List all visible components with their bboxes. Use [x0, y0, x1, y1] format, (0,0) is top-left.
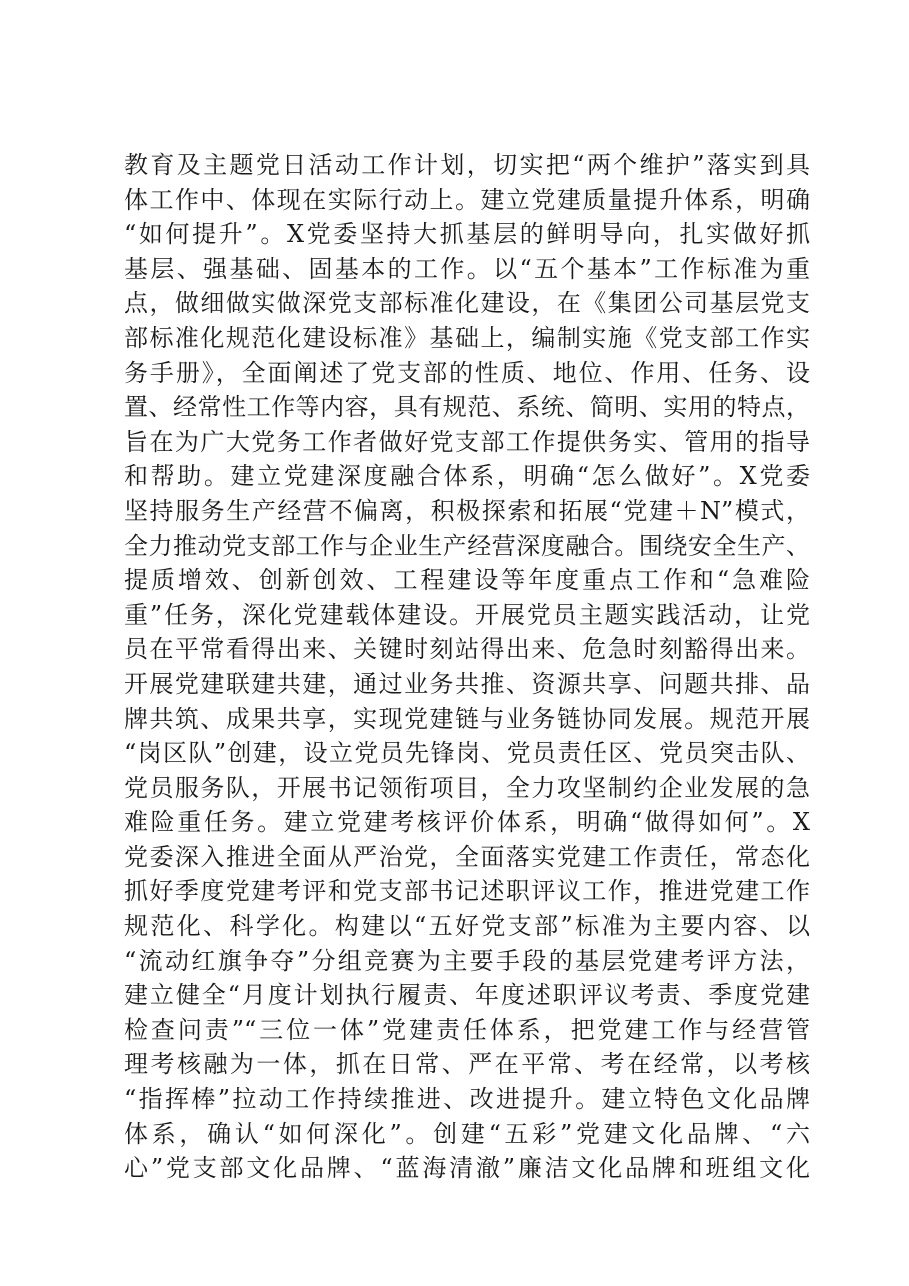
- text-line: 检查问责”“三位一体”党建责任体系，把党建工作与经营管: [124, 1015, 810, 1044]
- text-line: 心”党支部文化品牌、“蓝海清澈”廉洁文化品牌和班组文化: [124, 1154, 810, 1183]
- text-line: “岗区队”创建，设立党员先锋岗、党员责任区、党员突击队、: [124, 739, 810, 768]
- text-line: “流动红旗争夺”分组竞赛为主要手段的基层党建考评方法，: [124, 946, 810, 975]
- text-line: 点，做细做实做深党支部标准化建设，在《集团公司基层党支: [124, 289, 810, 318]
- text-line: 和帮助。建立党建深度融合体系，明确“怎么做好”。X党委: [124, 462, 810, 491]
- text-line: 教育及主题党日活动工作计划，切实把“两个维护”落实到具: [124, 151, 810, 179]
- text-line: 部标准化规范化建设标准》基础上，编制实施《党支部工作实: [124, 323, 810, 352]
- text-line: 难险重任务。建立党建考核评价体系，明确“做得如何”。X: [124, 808, 810, 837]
- text-line: 牌共筑、成果共享，实现党建链与业务链协同发展。规范开展: [124, 704, 810, 733]
- text-line: 提质增效、创新创效、工程建设等年度重点工作和“急难险: [124, 566, 810, 595]
- text-line: 规范化、科学化。构建以“五好党支部”标准为主要内容、以: [124, 912, 810, 941]
- text-line: “如何提升”。X党委坚持大抓基层的鲜明导向，扎实做好抓: [124, 220, 810, 249]
- text-line: 重”任务，深化党建载体建设。开展党员主题实践活动，让党: [124, 600, 810, 629]
- text-line: 旨在为广大党务工作者做好党支部工作提供务实、管用的指导: [124, 427, 810, 456]
- text-line: 理考核融为一体，抓在日常、严在平常、考在经常，以考核: [124, 1050, 810, 1079]
- text-line: 抓好季度党建考评和党支部书记述职评议工作，推进党建工作: [124, 877, 810, 906]
- text-line: 体系，确认“如何深化”。创建“五彩”党建文化品牌、“六: [124, 1119, 810, 1148]
- text-line: 建立健全“月度计划执行履责、年度述职评议考责、季度党建: [124, 981, 810, 1010]
- text-line: 务手册》，全面阐述了党支部的性质、地位、作用、任务、设: [124, 358, 810, 387]
- text-line: 基层、强基础、固基本的工作。以“五个基本”工作标准为重: [124, 254, 810, 283]
- text-line: 开展党建联建共建，通过业务共推、资源共享、问题共排、品: [124, 669, 810, 698]
- text-line: 置、经常性工作等内容，具有规范、系统、简明、实用的特点，: [124, 393, 810, 422]
- text-line: 党委深入推进全面从严治党，全面落实党建工作责任，常态化: [124, 842, 810, 871]
- text-line: 员在平常看得出来、关键时刻站得出来、危急时刻豁得出来。: [124, 635, 810, 664]
- body-paragraph: [124, 148, 810, 1186]
- text-line: “指挥棒”拉动工作持续推进、改进提升。建立特色文化品牌: [124, 1085, 810, 1114]
- text-line: 全力推动党支部工作与企业生产经营深度融合。围绕安全生产、: [124, 531, 810, 560]
- text-line: 坚持服务生产经营不偏离，积极探索和拓展“党建＋N”模式，: [124, 496, 810, 525]
- text-line: 体工作中、体现在实际行动上。建立党建质量提升体系，明确: [124, 185, 810, 214]
- text-line: 党员服务队，开展书记领衔项目，全力攻坚制约企业发展的急: [124, 773, 810, 802]
